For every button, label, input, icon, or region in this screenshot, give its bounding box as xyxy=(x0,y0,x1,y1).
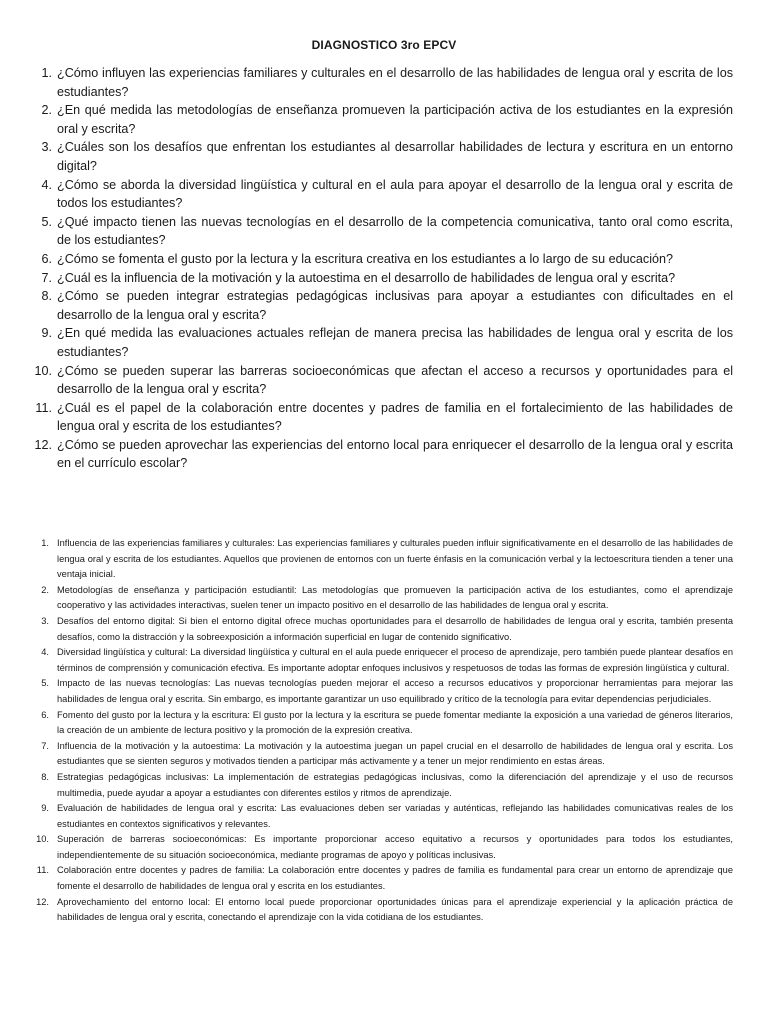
answer-text: Evaluación de habilidades de lengua oral y escrita: Las evaluaciones deben ser variadas y auténticas, reflejando las habilidades comunicativas reales de los estudiantes en contextos significativos y relevantes. xyxy=(57,803,733,829)
question-text: ¿Cuáles son los desafíos que enfrentan los estudiantes al desarrollar habilidades de lectura y escritura en un entorno digital? xyxy=(57,140,733,173)
answer-number: 10. xyxy=(36,834,49,845)
question-text: ¿Qué impacto tienen las nuevas tecnologías en el desarrollo de la competencia comunicativa, tanto oral como escrita, de los estudiantes? xyxy=(57,214,733,248)
answer-item xyxy=(33,676,733,707)
question-number: 12. xyxy=(34,437,52,452)
question-item xyxy=(30,250,733,269)
answer-number: 5. xyxy=(41,678,49,689)
answer-text: Superación de barreras socioeconómicas: Es importante proporcionar acceso equitativo a recursos y oportunidades para todos los estudiantes, independientemente de su situación socioeconómica, mediante programas de apoyo y políticas inclusivas. xyxy=(57,834,733,860)
answers-list xyxy=(33,536,733,926)
question-text: ¿Cómo se pueden aprovechar las experiencias del entorno local para enriquecer el desarrollo de la lengua oral y escrita en el currículo escolar? xyxy=(57,437,733,471)
question-item xyxy=(30,101,733,138)
answer-item xyxy=(33,583,733,614)
question-number: 6. xyxy=(41,251,52,266)
answer-number: 12. xyxy=(36,896,49,907)
question-text: ¿Cuál es el papel de la colaboración entre docentes y padres de familia en el fortalecimiento de las habilidades de lengua oral y escrita de los estudiantes? xyxy=(57,400,733,434)
question-text: ¿Cuál es la influencia de la motivación y la autoestima en el desarrollo de habilidades de lengua oral y escrita? xyxy=(57,270,676,285)
answer-text: Aprovechamiento del entorno local: El entorno local puede proporcionar oportunidades únicas para el aprendizaje experiencial y la aplicación práctica de habilidades de lengua oral y escrita, conectando el aprendizaje con la vida cotidiana de los estudiantes. xyxy=(57,896,733,923)
question-number: 3. xyxy=(41,140,52,155)
answer-number: 2. xyxy=(41,584,49,595)
question-text: ¿Cómo se fomenta el gusto por la lectura y la escritura creativa en los estudiantes a lo largo de su educación? xyxy=(57,251,674,266)
question-item xyxy=(30,436,733,473)
answer-item xyxy=(33,863,733,894)
answer-text: Desafíos del entorno digital: Si bien el entorno digital ofrece muchas oportunidades para el desarrollo de habilidades de lengua oral y escrita, también presenta desafíos, como la distracción y la sobreexposición a información superficial en lugar de contenido significativo. xyxy=(57,615,733,642)
answer-text: Diversidad lingüística y cultural: La diversidad lingüística y cultural en el aula puede enriquecer el proceso de aprendizaje, pero también puede plantear desafíos en términos de comprensión y comunicación efectiva. Es importante adoptar enfoques inclusivos y respetuosos de todas las formas de expresión lingüística y cultural. xyxy=(57,647,733,673)
question-item xyxy=(30,176,733,213)
answer-text: Impacto de las nuevas tecnologías: Las nuevas tecnologías pueden mejorar el acceso a recursos educativos y proporcionar herramientas para mejorar las habilidades de lengua oral y escrita. Sin embargo, es importante garantizar un uso equilibrado y crítico de la tecnología para evitar dependencias perjudiciales. xyxy=(57,678,733,704)
question-item xyxy=(30,287,733,324)
question-item xyxy=(30,138,733,175)
answer-text: Estrategias pedagógicas inclusivas: La implementación de estrategias pedagógicas inclusivas, como la diferenciación del aprendizaje y el uso de recursos multimedia, puede ayudar a apoyar a estudiantes con diferentes estilos y ritmos de aprendizaje. xyxy=(57,771,733,798)
answer-number: 8. xyxy=(41,771,49,782)
answer-text: Colaboración entre docentes y padres de familia: La colaboración entre docentes y padres de familia es fundamental para crear un entorno de aprendizaje que fomente el desarrollo de habilidades de lengua oral y escrita en los estudiantes. xyxy=(57,865,733,892)
answer-number: 4. xyxy=(41,647,49,658)
answer-number: 3. xyxy=(41,615,49,626)
question-number: 10. xyxy=(34,363,52,378)
question-text: ¿Cómo influyen las experiencias familiares y culturales en el desarrollo de las habilidades de lengua oral y escrita de los estudiantes? xyxy=(57,66,733,99)
question-number: 2. xyxy=(41,103,52,118)
answer-number: 6. xyxy=(41,709,49,720)
question-text: ¿Cómo se pueden superar las barreras socioeconómicas que afectan el acceso a recursos y oportunidades para el desarrollo de la lengua oral y escrita? xyxy=(57,363,733,397)
question-text: ¿En qué medida las metodologías de enseñanza promueven la participación activa de los estudiantes en la expresión oral y escrita? xyxy=(57,103,733,136)
question-number: 1. xyxy=(41,66,52,80)
question-item xyxy=(30,362,733,399)
answer-item xyxy=(33,614,733,645)
answer-item xyxy=(33,895,733,926)
question-number: 5. xyxy=(41,214,52,229)
question-number: 8. xyxy=(41,289,52,304)
answer-number: 1. xyxy=(41,538,49,548)
answer-number: 7. xyxy=(41,740,49,751)
answer-text: Influencia de la motivación y la autoestima: La motivación y la autoestima juegan un papel crucial en el desarrollo de habilidades de lengua oral y escrita. Los estudiantes que se sienten seguros y motivados tienden a participar más activamente y a tener un mejor rendimiento en estas áreas. xyxy=(57,740,733,767)
question-number: 4. xyxy=(41,177,52,192)
answer-text: Fomento del gusto por la lectura y la escritura: El gusto por la lectura y la escritura se puede fomentar mediante la exposición a una variedad de géneros literarios, la creación de un ambiente de lectura positivo y la promoción de la expresión creativa. xyxy=(57,709,733,736)
answer-item xyxy=(33,832,733,863)
answer-item xyxy=(33,536,733,583)
answer-item xyxy=(33,645,733,676)
question-item xyxy=(30,399,733,436)
question-text: ¿En qué medida las evaluaciones actuales reflejan de manera precisa las habilidades de lengua oral y escrita de los estudiantes? xyxy=(57,326,733,359)
document-title: DIAGNOSTICO 3ro EPCV xyxy=(311,38,457,52)
question-number: 7. xyxy=(41,270,52,285)
question-number: 9. xyxy=(41,326,52,341)
question-item xyxy=(30,213,733,250)
answer-item xyxy=(33,801,733,832)
answer-number: 11. xyxy=(36,865,49,876)
question-item xyxy=(30,324,733,361)
answer-item xyxy=(33,770,733,801)
answer-number: 9. xyxy=(41,803,49,814)
answer-item xyxy=(33,708,733,739)
question-item xyxy=(30,64,733,101)
question-text: ¿Cómo se pueden integrar estrategias pedagógicas inclusivas para apoyar a estudiantes con dificultades en el desarrollo de la lengua oral y escrita? xyxy=(57,289,733,322)
answer-text: Influencia de las experiencias familiares y culturales: Las experiencias familiares y culturales pueden influir significativamente en el desarrollo de las habilidades de lengua oral y escrita de los estudiantes. Aquellos que provienen de entornos con un fuerte énfasis en la comunicación verbal y la lectoescritura tienden a tener una ventaja inicial. xyxy=(57,538,733,580)
question-number: 11. xyxy=(35,400,52,415)
question-text: ¿Cómo se aborda la diversidad lingüística y cultural en el aula para apoyar el desarrollo de la lengua oral y escrita de todos los estudiantes? xyxy=(57,177,733,211)
question-item xyxy=(30,269,733,288)
answer-text: Metodologías de enseñanza y participación estudiantil: Las metodologías que promueven la participación activa de los estudiantes, como el aprendizaje cooperativo y las actividades interactivas, suelen tener un impacto positivo en el desarrollo de las habilidades de lengua oral y escrita. xyxy=(57,584,733,611)
questions-list xyxy=(30,64,733,473)
answer-item xyxy=(33,739,733,770)
